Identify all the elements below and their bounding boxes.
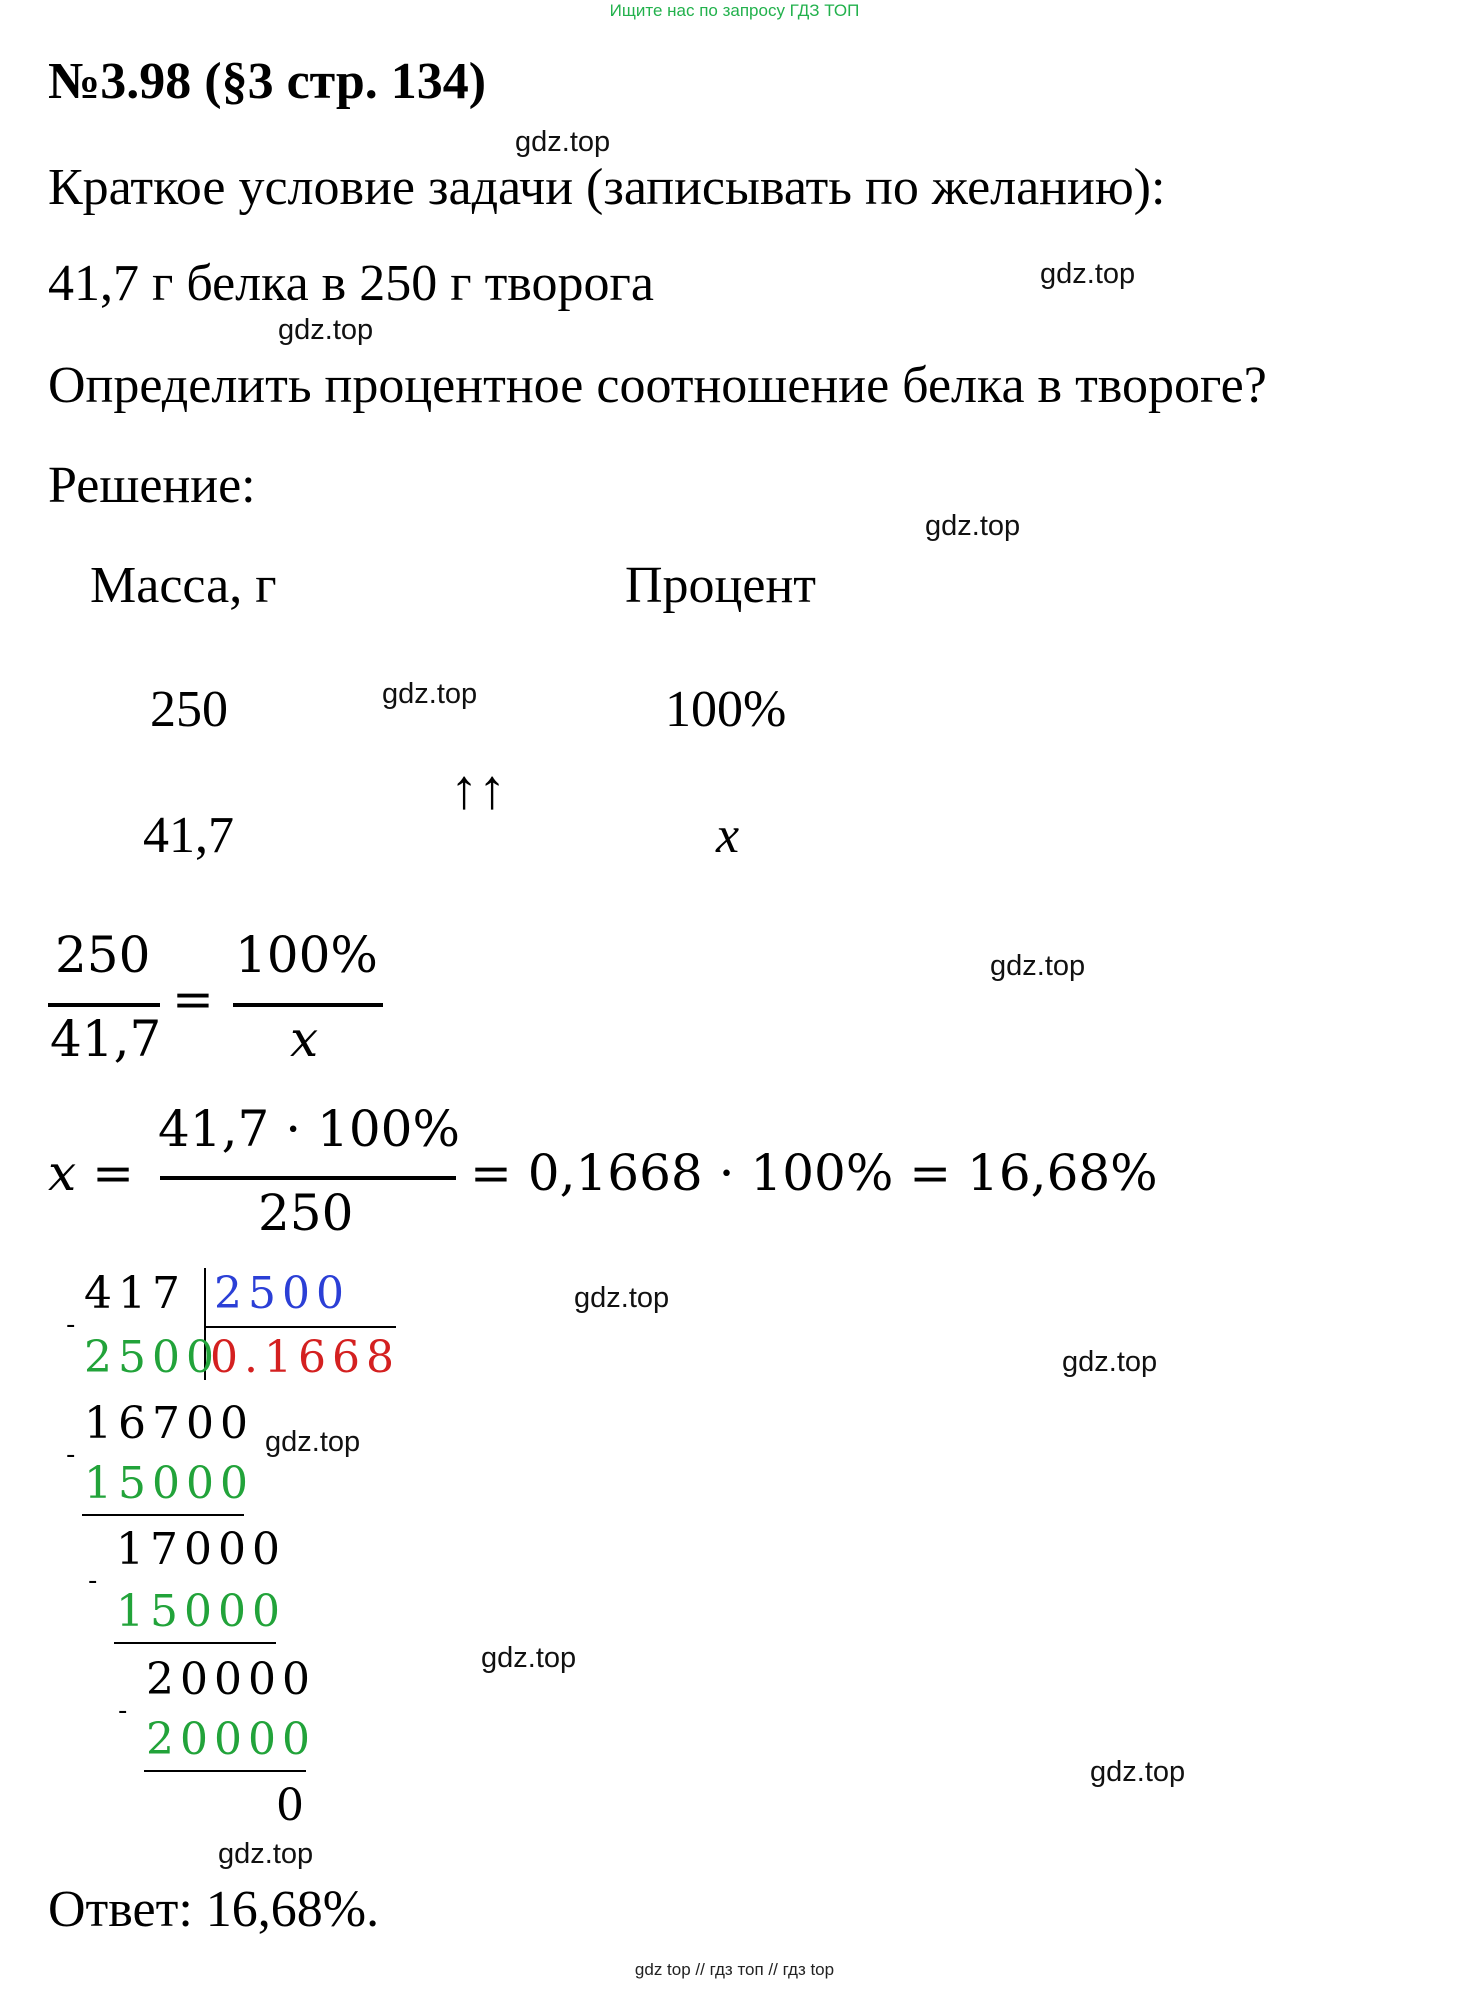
watermark: gdz.top: [278, 314, 374, 346]
row2-mass: 41,7: [143, 807, 234, 864]
proportion-right-numerator: 100%: [235, 926, 378, 984]
watermark: gdz.top: [574, 1282, 670, 1314]
row1-percent: 100%: [665, 681, 787, 738]
top-banner: Ищите нас по запросу ГДЗ ТОП: [609, 1, 860, 20]
condition-line: 41,7 г белка в 250 г творога: [48, 255, 654, 312]
watermark: gdz.top: [925, 510, 1021, 542]
watermark: gdz.top: [1062, 1346, 1158, 1378]
question-text: Определить процентное соотношение белка в твороге?: [48, 357, 1267, 414]
task-title: №3.98 (§3 стр. 134): [48, 53, 487, 110]
proportion-left-denominator: 41,7: [50, 1010, 162, 1068]
watermark: gdz.top: [1040, 258, 1136, 290]
watermark: gdz.top: [382, 678, 478, 710]
column-mass-header: Масса, г: [90, 557, 277, 614]
answer-text: Ответ: 16,68%.: [48, 1881, 380, 1938]
calc-numerator: 41,7 · 100%: [158, 1100, 460, 1158]
footer-links: gdz top // гдз топ // гдз top: [634, 1960, 835, 1979]
direct-proportion-arrows-icon: ↑↑: [450, 759, 506, 821]
division-final-remainder: 0: [276, 1780, 310, 1831]
calc-denominator: 250: [258, 1184, 354, 1242]
division-line-4: [144, 1770, 306, 1772]
minus-sign-3: -: [88, 1566, 98, 1596]
division-subtrahend-4: 20000: [146, 1714, 316, 1765]
division-subtrahend-2: 15000: [84, 1458, 254, 1509]
division-divisor-underline: [204, 1326, 396, 1328]
calc-fraction-bar: [160, 1176, 456, 1180]
proportion-left-numerator: 250: [55, 926, 151, 984]
watermark: gdz.top: [515, 126, 611, 158]
column-percent-header: Процент: [625, 557, 817, 614]
division-remainder-1: 16700: [84, 1398, 254, 1449]
watermark: gdz.top: [481, 1642, 577, 1674]
watermark: gdz.top: [218, 1838, 314, 1870]
division-remainder-2: 17000: [116, 1524, 286, 1575]
calc-lhs: x =: [48, 1144, 134, 1202]
division-line-3: [114, 1642, 276, 1644]
solution-label: Решение:: [48, 457, 256, 514]
proportion-equals: =: [172, 970, 214, 1028]
division-divisor: 2500: [214, 1268, 350, 1319]
watermark: gdz.top: [1090, 1756, 1186, 1788]
watermark: gdz.top: [990, 950, 1086, 982]
division-dividend: 417: [84, 1268, 186, 1319]
proportion-right-bar: [233, 1003, 383, 1007]
row1-mass: 250: [150, 681, 228, 738]
division-remainder-3: 20000: [146, 1654, 316, 1705]
proportion-right-denominator: x: [290, 1010, 319, 1068]
division-subtrahend-1: 2500: [84, 1332, 220, 1383]
watermark: gdz.top: [265, 1426, 361, 1458]
division-subtrahend-3: 15000: [116, 1586, 286, 1637]
condition-heading: Краткое условие задачи (записывать по желанию):: [48, 159, 1166, 216]
minus-sign-1: -: [66, 1310, 76, 1340]
row2-percent-x: x: [716, 807, 740, 864]
proportion-left-bar: [48, 1003, 160, 1007]
minus-sign-2: -: [66, 1440, 76, 1470]
minus-sign-4: -: [118, 1696, 128, 1726]
division-quotient: 0.1668: [210, 1332, 400, 1383]
calc-result: = 0,1668 · 100% = 16,68%: [470, 1144, 1158, 1202]
division-line-2: [82, 1514, 244, 1516]
